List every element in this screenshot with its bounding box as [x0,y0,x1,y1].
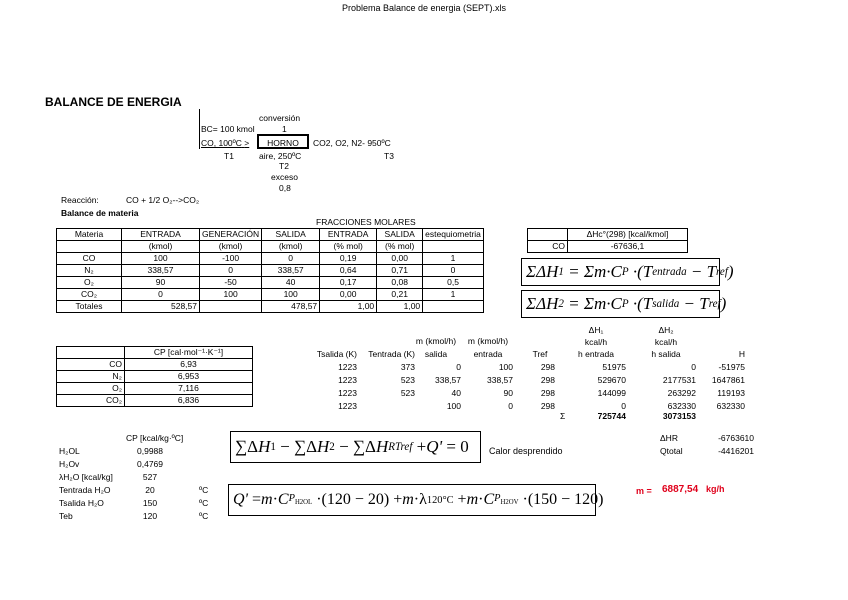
mat-header-row-cell: ENTRADA [320,229,377,241]
mat-data-row-cell: 100 [262,289,320,301]
mat-data-row-cell: 40 [262,277,320,289]
exceso-value: 0,8 [279,183,291,193]
mat-units-row-cell: (% mol) [377,241,423,253]
energy-col-header: Tref [532,349,548,359]
mat-data-row-cell: O₂ [57,277,122,289]
mat-data-row-cell: 0,21 [377,289,423,301]
water-prop-unit: ºC [199,498,209,508]
water-prop-value: 0,4769 [137,459,163,469]
calor-desprendido-label: Calor desprendido [489,446,563,456]
energy-col-header: entrada [473,349,503,359]
mat-data-row-cell: 0 [200,265,262,277]
mat-data-row [57,289,484,301]
cp-species: CO₂ [57,395,125,407]
equation-q-prime: Q' = m · C $P_{H2OL}$ ·(120 − 20) + m ·λ 120°C + m · C $P_{H2OV}$ ·(150 − 120) [228,484,596,516]
mat-units-row-cell: (kmol) [122,241,200,253]
mat-data-row-cell: 0,17 [320,277,377,289]
water-prop-label: H₂Ov [59,459,80,469]
energy-col-header: h entrada [578,349,614,359]
balance-materia-label: Balance de materia [61,208,139,218]
energy-cell: 119193 [717,388,745,398]
mat-totals-row-cell: Totales [57,301,122,313]
energy-cell: 338,57 [487,375,513,385]
mat-data-row-cell: 338,57 [122,265,200,277]
energy-cell: 40 [451,388,461,398]
mat-units-row-cell [57,241,122,253]
exceso-label: exceso [271,172,298,182]
energy-header-mid: kcal/h [654,337,678,347]
mat-units-row [57,241,484,253]
water-prop-label: Tsalida H₂O [59,498,104,508]
mat-data-row-cell: 0,71 [377,265,423,277]
cp-row [57,383,253,395]
energy-cell: 2177531 [662,375,696,385]
energy-cell: 1223 [338,362,357,372]
mat-data-row-cell: 90 [122,277,200,289]
t3-label: T3 [384,151,394,161]
mat-data-row-cell: -100 [200,253,262,265]
inlet-stream: CO, 100ºC > [201,138,250,148]
energy-header-top: ΔH₁ [588,325,604,335]
result-value: 6887,54 [662,484,699,495]
mat-header-row-cell: SALIDA [377,229,423,241]
water-prop-value: 150 [142,498,158,508]
mat-header-row-cell: SALIDA [262,229,320,241]
mat-totals-row [57,301,484,313]
mat-data-row-cell: 100 [200,289,262,301]
page-heading: BALANCE DE ENERGIA [45,95,182,109]
energy-cell: 523 [400,388,415,398]
energy-cell: 90 [503,388,513,398]
dhc-table [527,228,688,253]
energy-cell: 0 [621,401,626,411]
mat-header-row [57,229,484,241]
mat-data-row-cell: 0 [122,289,200,301]
water-prop-value: 527 [142,472,158,482]
mat-data-row-cell: 0,08 [377,277,423,289]
energy-cell: 51975 [602,362,626,372]
reaction-equation: CO + 1/2 O₂-->CO₂ [126,195,200,205]
energy-cell: 298 [540,388,555,398]
energy-header-top: m (kmol/h) [415,336,457,346]
energy-cell: 1223 [338,401,357,411]
water-prop-unit: ºC [199,511,209,521]
sum-dh2: 3073153 [662,411,696,421]
result-label: m = [636,486,652,496]
cp-value: 6,953 [125,371,253,383]
mat-data-row-cell: 1 [423,253,484,265]
energy-header-top: m (kmol/h) [467,336,509,346]
water-prop-label: Tentrada H₂O [59,485,111,495]
mat-units-row-cell: (% mol) [320,241,377,253]
conversion-value: 1 [282,124,287,134]
mat-totals-row-cell: 478,57 [262,301,320,313]
basis-label: BC= 100 kmol [201,124,255,134]
energy-cell: 1647861 [711,375,745,385]
energy-cell: 298 [540,375,555,385]
diagram-left-border [199,109,200,149]
mat-data-row-cell: 0,64 [320,265,377,277]
energy-header-top: ΔH₂ [658,325,674,335]
water-prop-label: λH₂O [kcal/kg] [59,472,113,482]
cp-value: 6,836 [125,395,253,407]
water-prop-label: H₂OL [59,446,80,456]
cp-table [56,346,253,407]
cp-header-row [57,347,253,359]
t1-label: T1 [224,151,234,161]
mat-data-row-cell: 1 [423,289,484,301]
cp-value: 7,116 [125,383,253,395]
fracciones-molares-label: FRACCIONES MOLARES [316,217,416,227]
mat-totals-row-cell [200,301,262,313]
energy-cell: 298 [540,401,555,411]
water-prop-label: Teb [59,511,73,521]
mat-data-row [57,265,484,277]
energy-cell: 338,57 [435,375,461,385]
mat-totals-row-cell: 528,57 [122,301,200,313]
equation-dh1: ΣΔ H 1 = Σ m · C P ·(T entrada − T ref ) [521,258,720,286]
dhr-value: -6763610 [718,433,754,443]
cp-species: N₂ [57,371,125,383]
energy-col-header: Tentrada (K) [368,349,415,359]
cp-header-empty [57,347,125,359]
reaction-label: Reacción: [61,195,99,205]
energy-cell: 632330 [667,401,696,411]
mat-data-row-cell: 0 [262,253,320,265]
dhc-value: -67636,1 [568,241,688,253]
energy-cell: 263292 [667,388,696,398]
water-prop-unit: ºC [199,485,209,495]
air-stream: aire, 250ºC [259,151,302,161]
water-prop-value: 0,9988 [137,446,163,456]
cp-row [57,371,253,383]
mat-header-row-cell: GENERACIÓN [200,229,262,241]
horno-box: HORNO [257,134,309,149]
sum-symbol: Σ [560,411,566,421]
qtotal-label: Qtotal [660,446,683,456]
cp-header: CP [cal·mol⁻¹·K⁻¹] [125,347,253,359]
dhc-header-row [528,229,688,241]
dhc-value-row [528,241,688,253]
mat-header-row-cell: Materia [57,229,122,241]
mat-totals-row-cell: 1,00 [377,301,423,313]
energy-cell: 0 [456,362,461,372]
cp-value: 6,93 [125,359,253,371]
mat-data-row-cell: 0,5 [423,277,484,289]
energy-cell: -51975 [718,362,745,372]
outlet-stream: CO2, O2, N2- 950ºC [313,138,391,148]
material-balance-table [56,228,484,313]
conversion-label: conversión [259,113,301,123]
document-title: Problema Balance de energia (SEPT).xls [341,3,507,13]
mat-data-row [57,253,484,265]
result-unit: kg/h [706,484,725,494]
dhr-label: ΔHR [660,433,678,443]
energy-col-header: h salida [651,349,681,359]
mat-header-row-cell: estequiometria [423,229,484,241]
mat-units-row-cell: (kmol) [200,241,262,253]
mat-data-row [57,277,484,289]
energy-header-mid: kcal/h [584,337,608,347]
energy-cell: 100 [446,401,461,411]
mat-data-row-cell: 0,00 [320,289,377,301]
mat-data-row-cell: 338,57 [262,265,320,277]
energy-cell: 373 [400,362,415,372]
energy-cell: 529670 [597,375,626,385]
mat-units-row-cell: (kmol) [262,241,320,253]
energy-cell: 100 [498,362,513,372]
energy-col-header: Tsalida (K) [316,349,357,359]
equation-global-balance: ∑Δ H 1 − ∑Δ H 2 − ∑Δ H R Tref + Q' = 0 [230,431,481,463]
mat-data-row-cell: CO₂ [57,289,122,301]
cp-species: CO [57,359,125,371]
energy-cell: 0 [508,401,513,411]
cp-species: O₂ [57,383,125,395]
mat-data-row-cell: 0,00 [377,253,423,265]
mat-units-row-cell [423,241,484,253]
mat-data-row-cell: -50 [200,277,262,289]
energy-cell: 523 [400,375,415,385]
water-prop-value: 120 [142,511,158,521]
mat-data-row-cell: CO [57,253,122,265]
mat-totals-row-cell [423,301,484,313]
sum-dh1: 725744 [597,411,626,421]
energy-cell: 632330 [716,401,745,411]
energy-cell: 1223 [338,388,357,398]
energy-col-header: H [738,349,745,359]
mat-data-row-cell: N₂ [57,265,122,277]
dhc-header: ΔHc°(298) [kcal/kmol] [568,229,688,241]
mat-data-row-cell: 0,19 [320,253,377,265]
energy-cell: 144099 [597,388,626,398]
water-cp-header: CP [kcal/kg·ºC] [126,433,184,443]
energy-cell: 298 [540,362,555,372]
mat-data-row-cell: 0 [423,265,484,277]
equation-dh2: ΣΔ H 2 = Σ m · C P ·(T salida − T ref ) [521,290,720,318]
energy-cell: 0 [691,362,696,372]
mat-data-row-cell: 100 [122,253,200,265]
cp-row [57,359,253,371]
energy-cell: 1223 [338,375,357,385]
mat-header-row-cell: ENTRADA [122,229,200,241]
energy-col-header: salida [424,349,448,359]
water-prop-value: 20 [145,485,155,495]
cp-row [57,395,253,407]
mat-totals-row-cell: 1,00 [320,301,377,313]
t2-label: T2 [279,161,289,171]
dhc-species: CO [528,241,568,253]
qtotal-value: -4416201 [718,446,754,456]
